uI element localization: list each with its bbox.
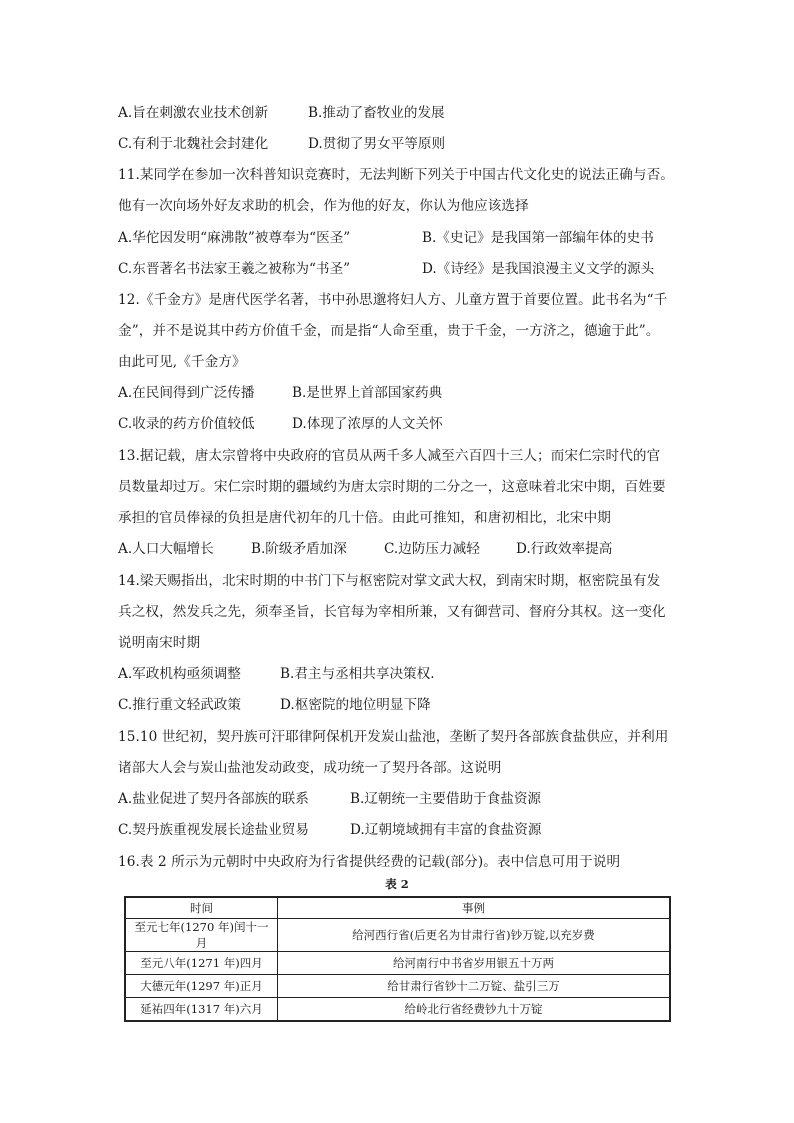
table-cell-event: 给甘肃行省钞十二万锭、盐引三万 <box>278 975 671 998</box>
table-row <box>125 919 670 952</box>
q14-stem-line-1: 14.梁天赐指出，北宋时期的中书门下与枢密院对掌文武大权，到南宋时期，枢密院虽有发 <box>118 573 661 589</box>
table-caption: 表 2 <box>385 877 409 891</box>
table-cell-event: 给河南行中书省岁用银五十万两 <box>278 952 671 975</box>
q14-stem-line-2: 兵之权，然发兵之先，须奉圣旨，长官每为宰相所兼，又有御营司、督府分其权。这一变化 <box>118 604 666 620</box>
q13-option-d: D.行政效率提高 <box>516 541 613 557</box>
q10-option-c: C.有利于北魏社会封建化 <box>118 136 269 152</box>
q14-option-c: C.推行重文轻武政策 <box>118 697 241 713</box>
table-row <box>125 952 670 975</box>
q12-stem-line-1: 12.《千金方》是唐代医学名著，书中孙思邈将妇人方、儿童方置于首要位置。此书名为“千 <box>118 292 668 308</box>
q11-option-a: A.华佗因发明“麻沸散”被尊奉为“医圣” <box>118 230 351 246</box>
q13-stem-line-2: 员数量却过万。宋仁宗时期的疆域约为唐太宗时期的二分之一，这意味着北宋中期，百姓要 <box>118 479 666 495</box>
table-header-row <box>125 897 670 919</box>
q11-stem-line-2: 他有一次向场外好友求助的机会，作为他的好友，你认为他应该选择 <box>118 198 529 214</box>
q15-option-c: C.契丹族重视发展长途盐业贸易 <box>118 822 309 838</box>
table-cell-event: 给河西行省(后更名为甘肃行省)钞万锭,以充岁费 <box>278 919 671 952</box>
q11-option-c: C.东晋著名书法家王羲之被称为“书圣” <box>118 261 351 277</box>
q14-option-d: D.枢密院的地位明显下降 <box>280 697 431 713</box>
q15-option-b: B.辽朝统一主要借助于食盐资源 <box>350 791 542 807</box>
q15-stem-line-2: 诸部大人会与炭山盐池发动政变，成功统一了契丹各部。这说明 <box>118 760 502 776</box>
q13-option-a: A.人口大幅增长 <box>118 541 214 557</box>
q13-option-c: C.边防压力减轻 <box>384 541 480 557</box>
q14-option-b: B.君主与丞相共享决策权. <box>280 666 435 682</box>
q15-option-d: D.辽朝境域拥有丰富的食盐资源 <box>350 822 542 838</box>
table-header-event: 事例 <box>278 897 671 919</box>
table-row <box>125 998 670 1022</box>
q11-stem-line-1: 11.某同学在参加一次科普知识竞赛时，无法判断下列关于中国古代文化史的说法正确与否。 <box>118 167 674 183</box>
q12-stem-line-3: 由此可见,《千金方》 <box>118 354 246 370</box>
q10-option-d: D.贯彻了男女平等原则 <box>308 136 446 152</box>
q12-option-b: B.是世界上首部国家药典 <box>292 385 443 401</box>
q11-option-b: B.《史记》是我国第一部编年体的史书 <box>422 230 654 246</box>
q12-option-c: C.收录的药方价值较低 <box>118 416 255 432</box>
table-header-time: 时间 <box>125 897 278 919</box>
q13-stem-line-1: 13.据记载，唐太宗曾将中央政府的官员从两千多人减至六百四十三人；而宋仁宗时代的官 <box>118 448 661 464</box>
q10-option-a: A.旨在刺激农业技术创新 <box>118 105 269 121</box>
table-cell-event: 给岭北行省经费钞九十万锭 <box>278 998 671 1022</box>
q12-stem-line-2: 金”，并不是说其中药方价值千金，而是指“人命至重，贵于千金，一方济之，德逾于此”。 <box>118 323 660 339</box>
q10-option-b: B.推动了畜牧业的发展 <box>308 105 445 121</box>
q12-option-a: A.在民间得到广泛传播 <box>118 385 255 401</box>
table-cell-time: 延祐四年(1317 年)六月 <box>125 998 278 1022</box>
q13-option-b: B.阶级矛盾加深 <box>251 541 347 557</box>
q15-option-a: A.盐业促进了契丹各部族的联系 <box>118 791 309 807</box>
table-cell-time: 至元七年(1270 年)闰十一月 <box>125 919 278 952</box>
q13-stem-line-3: 承担的官员俸禄的负担是唐代初年的几十倍。由此可推知，和唐初相比，北宋中期 <box>118 510 611 526</box>
q14-stem-line-3: 说明南宋时期 <box>118 635 201 651</box>
table-cell-time: 大德元年(1297 年)正月 <box>125 975 278 998</box>
q16-stem-line-1: 16.表 2 所示为元朝时中央政府为行省提供经费的记载(部分)。表中信息可用于说明 <box>118 854 621 870</box>
table-cell-time: 至元八年(1271 年)四月 <box>125 952 278 975</box>
data-table <box>124 896 671 1022</box>
table-row <box>125 975 670 998</box>
q15-stem-line-1: 15.10 世纪初，契丹族可汗耶律阿保机开发炭山盐池，垄断了契丹各部族食盐供应，并利用 <box>118 729 669 745</box>
q14-option-a: A.军政机构亟须调整 <box>118 666 241 682</box>
q12-option-d: D.体现了浓厚的人文关怀 <box>292 416 443 432</box>
q11-option-d: D.《诗经》是我国浪漫主义文学的源头 <box>422 261 655 277</box>
